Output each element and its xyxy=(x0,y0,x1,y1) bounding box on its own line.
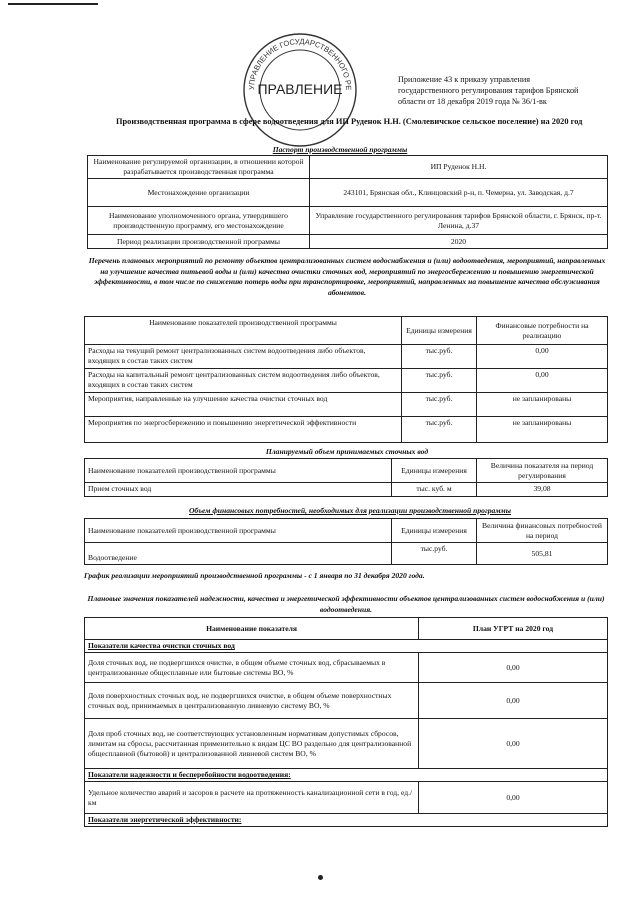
table-header-row: Наименование показателей производственной программы Единицы измерения Финансовые потребности на реализацию xyxy=(85,317,608,345)
official-stamp xyxy=(240,30,360,150)
table-row: Доля проб сточных вод, не соответствующих установленным нормативам допустимых сбросов, лимитам на сбросы, рассчитанная применительно к видам ЦС ВО раздельно для централизованной общесплавной (бытовой) и централизованной ливневой систем ВО, % 0,00 xyxy=(85,719,608,769)
table-header-row: Наименование показателей производственной программы Единицы измерения Величина показателя на период регулирования xyxy=(85,459,608,483)
volume-table xyxy=(84,458,608,497)
top-rule xyxy=(8,3,98,5)
volume-title: Планируемый объем принимаемых сточных вод xyxy=(265,447,429,456)
table-row: Водоотведение тыс.руб. 505,81 xyxy=(85,543,608,565)
section-row: Показатели качества очистки сточных вод xyxy=(85,640,608,653)
program-title: Производственная программа в сфере водоотведения для ИП Руденок Н.Н. (Смолевичское сельское поселение) на 2020 год xyxy=(116,117,583,126)
svg-text:УПРАВЛЕНИЕ ГОСУДАРСТВЕННОГО РЕ: УПРАВЛЕНИЕ ГОСУДАРСТВЕННОГО РЕ xyxy=(246,36,354,91)
table-row: Наименование регулируемой организации, в отношении которой разрабатывается производственная программа ИП Руденок Н.Н. xyxy=(88,156,608,179)
section-row: Показатели энергетической эффективности: xyxy=(85,814,608,827)
section-row: Показатели надежности и бесперебойности водоотведения: xyxy=(85,769,608,782)
table-row: Наименование уполномоченного органа, утвердившего производственную программу, его местонахождение Управление государственного регулирования тарифов Брянской области, г. Брянск, пр-т. Ленина, д.37 xyxy=(88,207,608,235)
table-row: Период реализации производственной программы 2020 xyxy=(88,235,608,249)
table-row: Удельное количество аварий и засоров в расчете на протяженность канализационной сети в год, ед./км 0,00 xyxy=(85,782,608,814)
table-row: Местонахождение организации 243101, Брянская обл., Клинцовский р-н, п. Чемерна, ул. Заводская, д.7 xyxy=(88,179,608,207)
table-row: Прием сточных вод тыс. куб. м 39,08 xyxy=(85,483,608,497)
table-header-row: Наименование показателей производственной программы Единицы измерения Величина финансовых потребностей на период xyxy=(85,519,608,543)
table-row: Мероприятия по энергосбережению и повышению энергетической эффективности тыс.руб. не запланированы xyxy=(85,417,608,443)
passport-title: Паспорт производственной программы xyxy=(272,145,408,154)
measures-table xyxy=(84,316,608,443)
appendix-note: Приложение 43 к приказу управления государственного регулирования тарифов Брянской области от 18 декабря 2019 года № 36/1-вк xyxy=(398,75,579,106)
finance-table xyxy=(84,518,608,565)
measures-title: Перечень плановых мероприятий по ремонту объектов централизованных систем водоснабжения и (или) водоотведения, мероприятий, направленных на улучшение качества питьевой воды и (или) качества очистки сточных вод, мероприятий по энергосбережению и повышению энергетической эффективности, в том числе по снижению потерь воды при транспортировке, мероприятий, направленных на повышение качества обслуживания абонентов. xyxy=(88,256,606,297)
reliability-title: Плановые значения показателей надежности, качества и энергетической эффективности объектов централизованных систем водоснабжения и (или) водоотведения. xyxy=(87,594,605,614)
svg-text:ПРАВЛЕНИЕ: ПРАВЛЕНИЕ xyxy=(257,81,343,97)
finance-title: Объем финансовых потребностей, необходимых для реализации производственной программы xyxy=(188,506,512,515)
table-row: Мероприятия, направленные на улучшение качества очистки сточных вод тыс.руб. не запланированы xyxy=(85,393,608,417)
table-row: Доля поверхностных сточных вод, не подвергшихся очистке, в общем объеме поверхностных сточных вод, принимаемых в централизованную ливневую систему ВО, % 0,00 xyxy=(85,683,608,719)
passport-table xyxy=(87,155,608,249)
table-row: Расходы на текущий ремонт централизованных систем водоотведения либо объектов, входящих в состав таких систем тыс.руб. 0,00 xyxy=(85,345,608,369)
page-mark xyxy=(318,875,323,880)
table-header-row: Наименование показателя План УГРТ на 2020 год xyxy=(85,618,608,640)
table-row: Расходы на капитальный ремонт централизованных систем водоотведения либо объектов, входящих в состав таких систем тыс.руб. 0,00 xyxy=(85,369,608,393)
reliability-table xyxy=(84,617,608,827)
table-row: Доля сточных вод, не подвергшихся очистке, в общем объеме сточных вод, сбрасываемых в централизованные общесплавные или бытовые системы ВО, % 0,00 xyxy=(85,653,608,683)
schedule-note: График реализации мероприятий производственной программы - с 1 января по 31 декабря 2020 года. xyxy=(84,571,425,580)
